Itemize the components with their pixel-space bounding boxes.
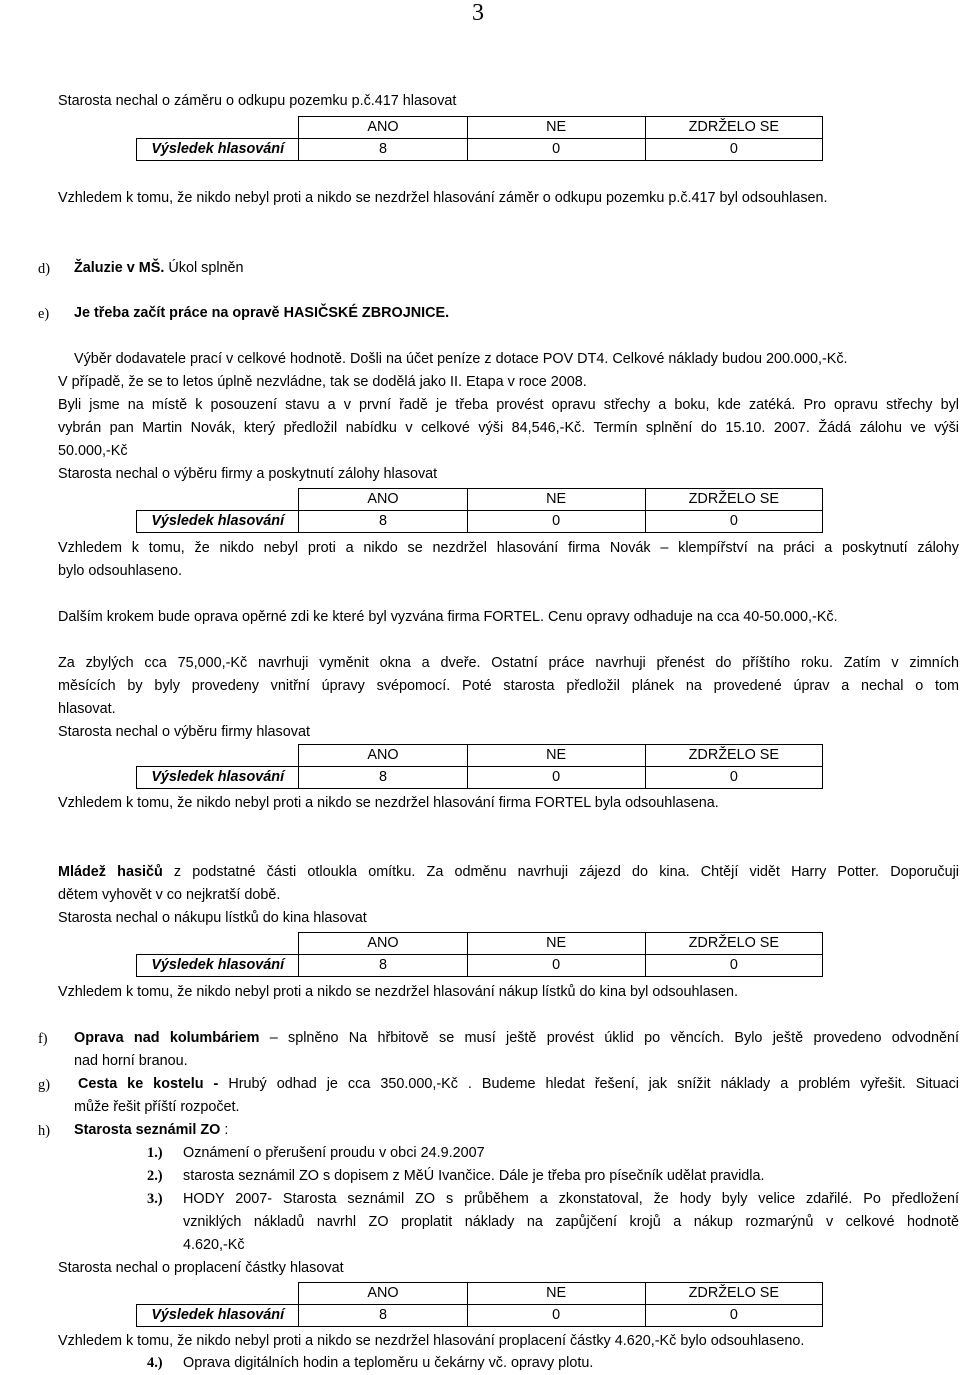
vote-result-novak-line2: bylo odsouhlaseno. [58,563,183,579]
item-f-line2: nad horní branou. [74,1053,188,1069]
vote-header-no: NE [467,933,645,955]
sub-item-text-line2: vzniklých nákladů navrhl ZO proplatit náklady na zapůjčení krojů a nákup rozmarýnů v celkové hodnotě [183,1214,959,1230]
vote-result-fortel: Vzhledem k tomu, že nikdo nebyl proti a nikdo se nezdržel hlasování firma FORTEL byla odsouhlasena. [58,795,719,811]
item-marker-g: g) [38,1077,50,1093]
sub-item-text-line3: 4.620,-Kč [183,1237,245,1253]
sub-item-text: HODY 2007- Starosta seznámil ZO s průběhem a zkonstatoval, že hody byly velice zdařilé. Po předložení [183,1191,959,1207]
item-g-line1: Cesta ke kostelu - Hrubý odhad je cca 350.000,-Kč . Budeme hledat řešení, jak snížit náklady a problém vyřešit. Situaci [78,1076,959,1092]
vote-header-yes: ANO [299,489,467,511]
vote-abstain-count: 0 [645,955,822,977]
youth-line2: dětem vyhovět v co nejkratší době. [58,887,281,903]
vote-yes-count: 8 [299,955,467,977]
vote-result-pozemek: Vzhledem k tomu, že nikdo nebyl proti a nikdo se nezdržel hlasování záměr o odkupu pozemku p.č.417 byl odsouhlasen. [58,190,828,206]
vote-yes-count: 8 [299,511,467,533]
vote-result-label: Výsledek hlasování [137,767,299,789]
sub-item-text: Oznámení o přerušení proudu v obci 24.9.2007 [183,1145,485,1161]
sub-item-text: starosta seznámil ZO s dopisem z MěÚ Ivančice. Dále je třeba pro písečník udělat pravidla. [183,1168,765,1184]
vote-no-count: 0 [467,139,645,161]
hasicska-line4: vybrán pan Martin Novák, který předložil nabídku v celkové výši 84,546,-Kč. Termín splnění do 15.10. 2007. Žádá zálohu ve výši [58,420,959,436]
item-marker-f: f) [38,1031,48,1047]
vote-intro-payment: Starosta nechal o proplacení částky hlasovat [58,1260,344,1276]
vote-header-no: NE [467,1283,645,1305]
sub-item-number: 4.) [147,1355,163,1371]
vote-table-2 [136,488,823,533]
item-e-heading: Je třeba začít práce na opravě HASIČSKÉ ZBROJNICE. [74,305,450,321]
vote-header-yes: ANO [299,745,467,767]
vote-header-yes: ANO [299,933,467,955]
vote-table-3 [136,744,823,789]
vote-table-1 [136,116,823,161]
vote-result-label: Výsledek hlasování [137,1305,299,1327]
hasicska-line2: V případě, že se to letos úplně nezvládne, tak se dodělá jako II. Etapa v roce 2008. [58,374,587,390]
item-f-line1: Oprava nad kolumbáriem – splněno Na hřbitově se musí ještě provést úklid po věncích. Bylo ještě provedeno odvodnění [74,1030,959,1046]
vote-header-yes: ANO [299,117,467,139]
item-h-heading: Starosta seznámil ZO : [74,1122,229,1138]
vote-result-label: Výsledek hlasování [137,511,299,533]
vote-abstain-count: 0 [645,139,822,161]
item-marker-d: d) [38,261,50,277]
vote-no-count: 0 [467,767,645,789]
vote-header-abstain: ZDRŽELO SE [645,489,822,511]
vote-yes-count: 8 [299,139,467,161]
vote-abstain-count: 0 [645,767,822,789]
item-marker-e: e) [38,306,50,322]
sub-item-number: 2.) [147,1168,163,1184]
wall-repair-text: Dalším krokem bude oprava opěrné zdi ke které byl vyzvána firma FORTEL. Cenu opravy odhaduje na cca 40-50.000,-Kč. [58,609,838,625]
item-d-text: Žaluzie v MŠ. Úkol splněn [74,260,244,276]
windows-line2: měsících by byly provedeny vnitřní úpravy svépomocí. Poté starosta předložil plánek na provedené úprav a nechal o tom [58,678,959,694]
vote-header-abstain: ZDRŽELO SE [645,1283,822,1305]
vote-intro-firma: Starosta nechal o výběru firmy hlasovat [58,724,310,740]
vote-abstain-count: 0 [645,511,822,533]
sub-item-number: 3.) [147,1191,163,1207]
youth-line1: Mládež hasičů z podstatné části otloukla omítku. Za odměnu navrhuji zájezd do kina. Chtějí vidět Harry Potter. Doporučuji [58,864,959,880]
vote-header-abstain: ZDRŽELO SE [645,933,822,955]
vote-header-no: NE [467,117,645,139]
vote-header-abstain: ZDRŽELO SE [645,745,822,767]
vote-header-yes: ANO [299,1283,467,1305]
vote-abstain-count: 0 [645,1305,822,1327]
vote-result-label: Výsledek hlasování [137,139,299,161]
hasicska-line5: 50.000,-Kč [58,443,128,459]
vote-header-no: NE [467,745,645,767]
vote-result-cinema: Vzhledem k tomu, že nikdo nebyl proti a nikdo se nezdržel hlasování nákup lístků do kina byl odsouhlasen. [58,984,738,1000]
hasicska-line3: Byli jsme na místě k posouzení stavu a v první řadě je třeba provést opravu střechy a boku, kde zatéká. Pro opravu střechy byl [58,397,959,413]
sub-item-number: 1.) [147,1145,163,1161]
vote-yes-count: 8 [299,767,467,789]
item-marker-h: h) [38,1123,50,1139]
vote-result-novak-line1: Vzhledem k tomu, že nikdo nebyl proti a nikdo se nezdržel hlasování firma Novák – klempířství na práci a poskytnutí zálohy [58,540,959,556]
vote-no-count: 0 [467,1305,645,1327]
vote-result-label: Výsledek hlasování [137,955,299,977]
vote-no-count: 0 [467,955,645,977]
item-g-line2: může řešit příští rozpočet. [74,1099,240,1115]
page-number: 3 [472,0,484,26]
vote-table-4 [136,932,823,977]
hasicska-line1: Výběr dodavatele prací v celkové hodnotě. Došli na účet peníze z dotace POV DT4. Celkové náklady budou 200.000,-Kč. [74,351,848,367]
vote-header-no: NE [467,489,645,511]
windows-line3: hlasovat. [58,701,116,717]
vote-table-5 [136,1282,823,1327]
vote-intro-firma-zaloha: Starosta nechal o výběru firmy a poskytnutí zálohy hlasovat [58,466,438,482]
vote-intro-pozemek: Starosta nechal o záměru o odkupu pozemku p.č.417 hlasovat [58,93,457,109]
vote-yes-count: 8 [299,1305,467,1327]
sub-item-text: Oprava digitálních hodin a teploměru u čekárny vč. opravy plotu. [183,1355,594,1371]
windows-line1: Za zbylých cca 75,000,-Kč navrhuji vyměnit okna a dveře. Ostatní práce navrhuji přenést do příštího roku. Zatím v zimních [58,655,959,671]
vote-no-count: 0 [467,511,645,533]
vote-result-payment: Vzhledem k tomu, že nikdo nebyl proti a nikdo se nezdržel hlasování proplacení částky 4.620,-Kč bylo odsouhlaseno. [58,1333,805,1349]
vote-intro-cinema: Starosta nechal o nákupu lístků do kina hlasovat [58,910,367,926]
vote-header-abstain: ZDRŽELO SE [645,117,822,139]
